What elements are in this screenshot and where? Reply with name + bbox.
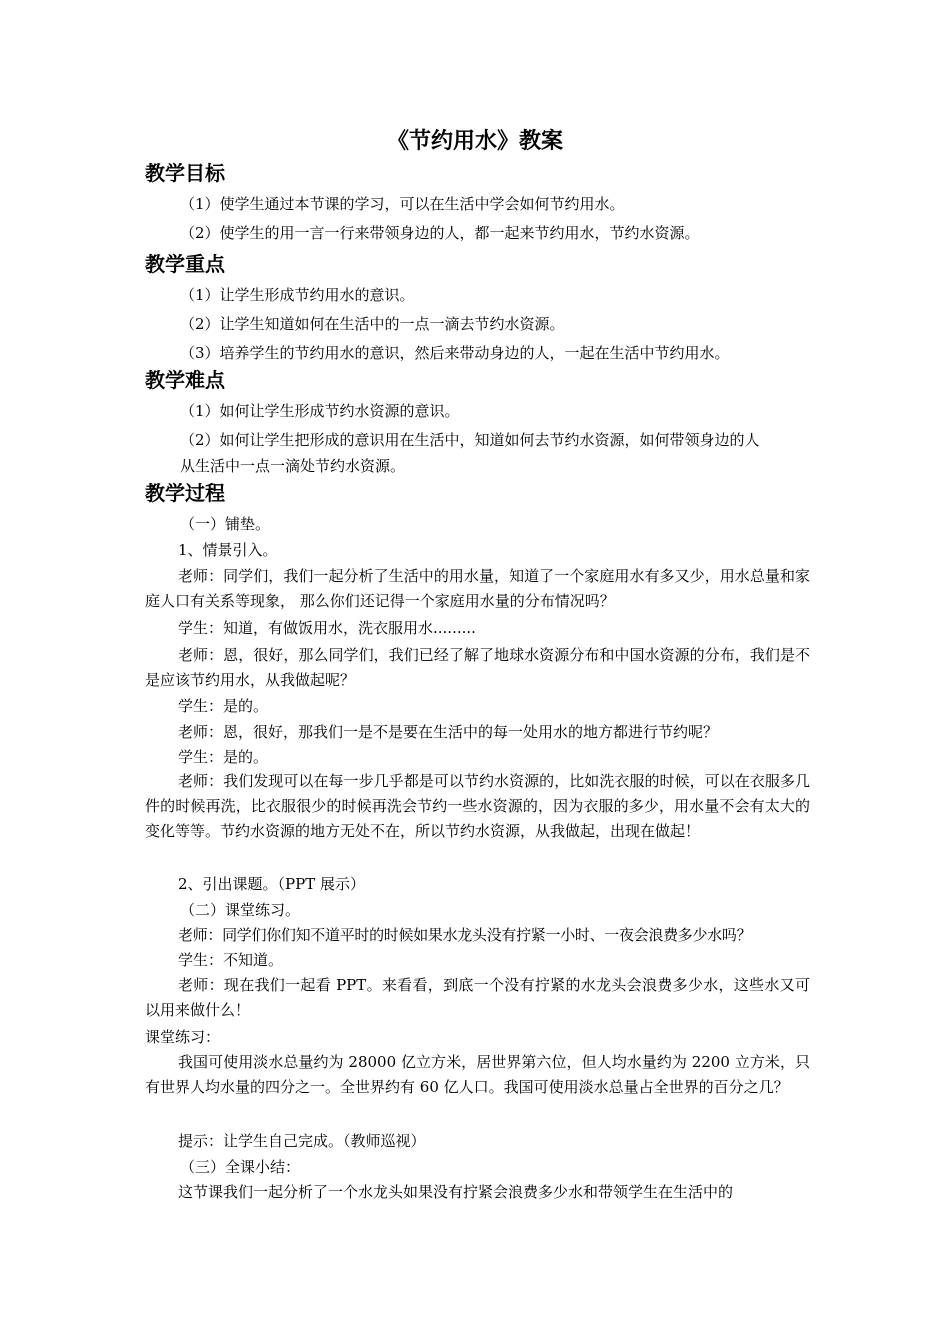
process-paragraph: 学生：知道，有做饭用水，洗衣服用水......... (178, 619, 476, 637)
process-paragraph: 我国可使用淡水总量约为 28000 亿立方米，居世界第六位，但人均水量约为 2200 立方米，只有世界人均水量的四分之一。全世界约有 60 亿人口。我国可使用淡水总量占全世界的百分之几？ (145, 1053, 810, 1096)
process-paragraph: （三）全课小结： (180, 1158, 301, 1176)
process-paragraph: 老师：恩，很好，那么同学们，我们已经了解了地球水资源分布和中国水资源的分布，我们是不是应该节约用水，从我做起呢？ (145, 646, 810, 689)
difficulty-item: 从生活中一点一滴处节约水资源。 (180, 457, 406, 475)
key-point-item: （2）让学生知道如何在生活中的一点一滴去节约水资源。 (180, 315, 565, 333)
process-paragraph: （一）铺垫。 (180, 515, 271, 533)
heading-process: 教学过程 (145, 481, 225, 505)
process-paragraph: 学生：是的。 (178, 748, 269, 766)
process-paragraph: 这节课我们一起分析了一个水龙头如果没有拧紧会浪费多少水和带领学生在生活中的 (178, 1183, 734, 1201)
process-paragraph: 老师：恩，很好，那我们一是不是要在生活中的每一处用水的地方都进行节约呢？ (178, 723, 719, 741)
process-paragraph: 学生：是的。 (178, 697, 269, 715)
process-paragraph: 老师：同学们，我们一起分析了生活中的用水量，知道了一个家庭用水有多又少，用水总量和家庭人口有关系等现象， 那么你们还记得一个家庭用水量的分布情况吗？ (145, 567, 810, 610)
process-paragraph: （二）课堂练习。 (180, 901, 301, 919)
goal-item: （2）使学生的用一言一行来带领身边的人，都一起来节约用水，节约水资源。 (180, 224, 700, 242)
goal-item: （1）使学生通过本节课的学习，可以在生活中学会如何节约用水。 (180, 195, 625, 213)
process-paragraph: 1、情景引入。 (178, 541, 278, 559)
heading-goals: 教学目标 (145, 161, 225, 185)
heading-key-points: 教学重点 (145, 252, 225, 276)
key-point-item: （3）培养学生的节约用水的意识，然后来带动身边的人，一起在生活中节约用水。 (180, 344, 730, 362)
difficulty-item: （1）如何让学生形成节约水资源的意识。 (180, 402, 460, 420)
process-paragraph: 老师：现在我们一起看 PPT。来看看，到底一个没有拧紧的水龙头会浪费多少水，这些水又可以用来做什么！ (145, 976, 810, 1019)
process-paragraph: 2、引出课题。（PPT 展示） (178, 875, 366, 893)
process-paragraph: 学生：不知道。 (178, 951, 284, 969)
heading-difficulties: 教学难点 (145, 368, 225, 392)
document-title: 《节约用水》教案 (386, 129, 563, 154)
difficulty-item: （2）如何让学生把形成的意识用在生活中，知道如何去节约水资源，如何带领身边的人 (180, 431, 760, 449)
key-point-item: （1）让学生形成节约用水的意识。 (180, 286, 415, 304)
process-paragraph: 老师：我们发现可以在每一步几乎都是可以节约水资源的，比如洗衣服的时候，可以在衣服多几件的时候再洗，比衣服很少的时候再洗会节约一些水资源的，因为衣服的多少，用水量不会有太大的变化等等。节约水资源的地方无处不在，所以节约水资源，从我做起，出现在做起！ (145, 772, 810, 840)
process-paragraph: 课堂练习： (145, 1028, 221, 1046)
process-paragraph: 老师：同学们你们知不道平时的时候如果水龙头没有拧紧一小时、一夜会浪费多少水吗？ (178, 926, 752, 944)
process-paragraph: 提示：让学生自己完成。（教师巡视） (178, 1132, 426, 1150)
